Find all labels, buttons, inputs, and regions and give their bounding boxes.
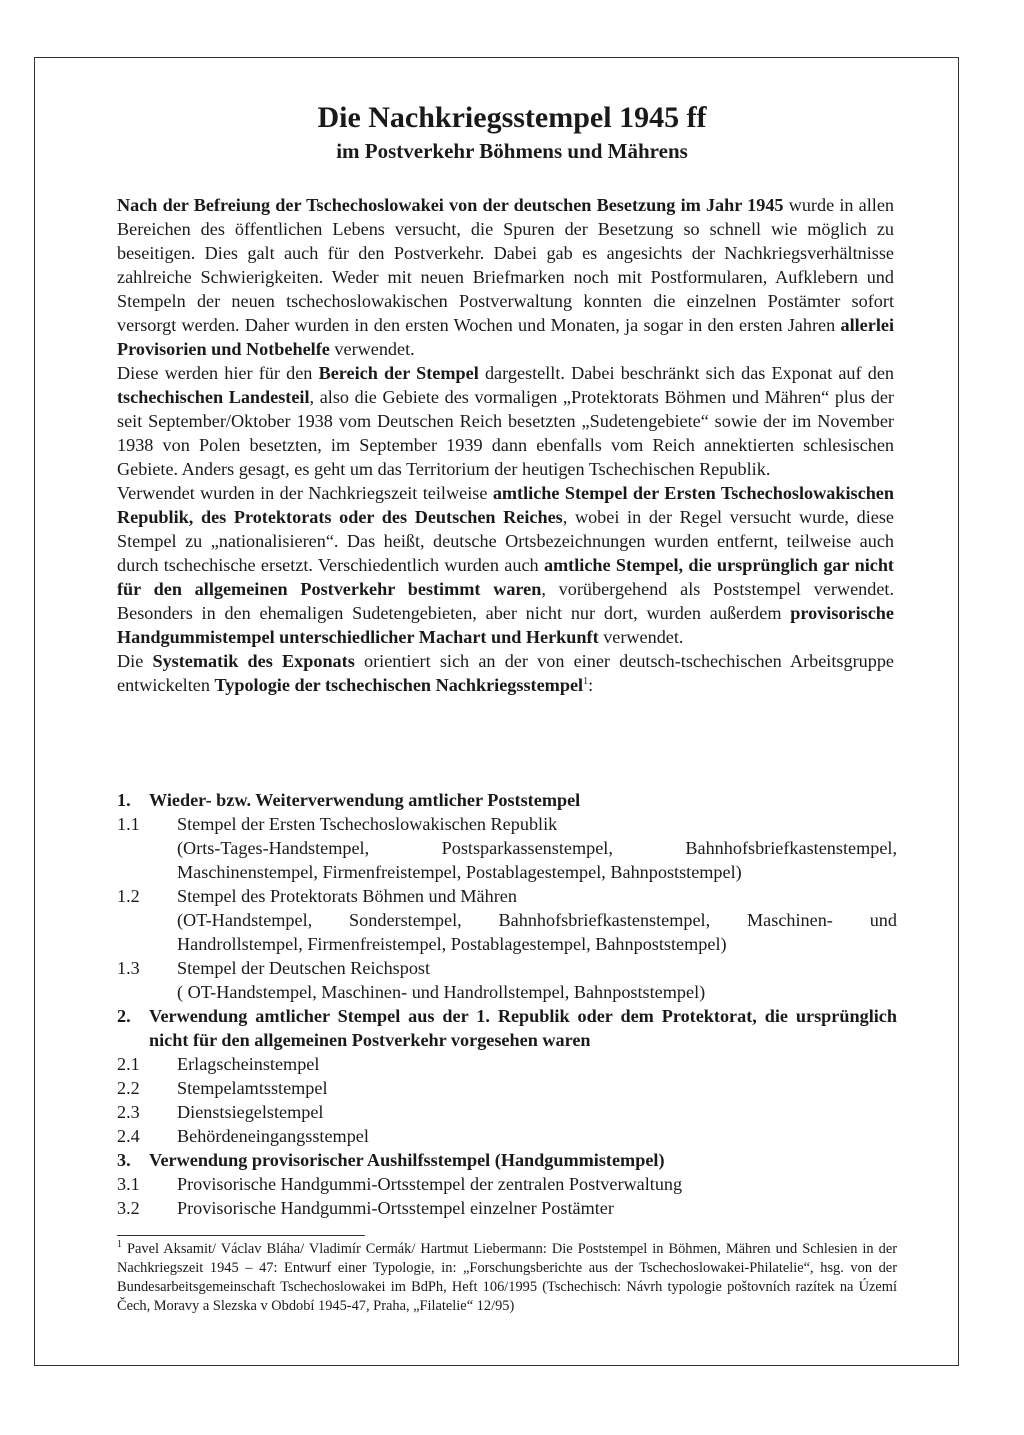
scope-text-a: Diese werden hier für den bbox=[117, 363, 313, 383]
outline-text: Dienstsiegelstempel bbox=[177, 1102, 324, 1122]
outline-item bbox=[117, 1052, 897, 1076]
outline-details: (OT-Handstempel, Sonderstempel, Bahnhofsbriefkastenstempel, Maschinen- und Handrollstempel, Firmenfreistempel, Postablagestempel, Bahnpoststempel) bbox=[177, 910, 897, 954]
outline-text: Verwendung provisorischer Aushilfsstempel (Handgummistempel) bbox=[149, 1150, 665, 1170]
paragraph-scope bbox=[117, 361, 894, 481]
outline-item bbox=[117, 788, 897, 812]
system-text-a: Die bbox=[117, 651, 144, 671]
page-title: Die Nachkriegsstempel 1945 ff bbox=[317, 101, 707, 134]
outline-text: Wieder- bzw. Weiterverwendung amtlicher Poststempel bbox=[149, 790, 581, 810]
usage-bold-3: provisorische Handgummistempel unterschiedlicher Machart und Herkunft bbox=[117, 603, 894, 647]
system-bold-2: Typologie der tschechischen Nachkriegsstempel bbox=[214, 675, 584, 695]
outline-number: 2.3 bbox=[117, 1102, 140, 1122]
outline-item bbox=[117, 812, 897, 836]
outline-number: 1.1 bbox=[117, 814, 140, 834]
outline-text: Erlagscheinstempel bbox=[177, 1054, 320, 1074]
outline-text: Stempel des Protektorats Böhmen und Mähren bbox=[177, 886, 517, 906]
scope-bold: Bereich der Stempel bbox=[318, 363, 479, 383]
intro-bold: Nach der Befreiung der Tschechoslowakei von der deutschen Besetzung im Jahr 1945 bbox=[117, 195, 784, 215]
outline-number: 1.2 bbox=[117, 886, 140, 906]
outline-item bbox=[117, 1196, 897, 1220]
scope-text-c: , also die Gebiete des vormaligen „Protektorats Böhmen und Mähren“ plus der seit September/Oktober 1938 vom Deutschen Reich besetzten „Sudetengebiete“ sowie der im November 1938 von Polen besetzten, im September 1939 dann ebenfalls vom Reich annektierten schlesischen Gebiete. Anders gesagt, es geht um das Territorium der heutigen Tschechischen Republik. bbox=[117, 387, 894, 479]
intro-end: verwendet. bbox=[334, 339, 415, 359]
outline-number: 2.1 bbox=[117, 1054, 140, 1074]
outline-text: Provisorische Handgummi-Ortsstempel einzelner Postämter bbox=[177, 1198, 614, 1218]
outline-text: Stempel der Deutschen Reichspost bbox=[177, 958, 431, 978]
intro-text: wurde in allen Bereichen des öffentlichen Lebens versucht, die Spuren der Besetzung so schnell wie möglich zu beseitigen. Dies galt auch für den Postverkehr. Dabei gab es angesichts der Nachkriegsverhältnisse zahlreiche Schwierigkeiten. Weder mit neuen Briefmarken noch mit Postformularen, Aufklebern und Stempeln der neuen tschechoslowakischen Postverwaltung konnten die einzelnen Postämter sofort versorgt werden. Daher wurden in den ersten Wochen und Monaten, ja sogar in den ersten Jahren bbox=[117, 195, 894, 335]
typology-outline bbox=[117, 788, 897, 1220]
outline-text: Stempelamtsstempel bbox=[177, 1078, 328, 1098]
intro-bold-2: allerlei Provisorien und Notbehelfe bbox=[117, 315, 894, 359]
outline-text: Verwendung amtlicher Stempel aus der 1. Republik oder dem Protektorat, die ursprünglich nicht für den allgemeinen Postverkehr vorgesehen waren bbox=[149, 1006, 897, 1050]
usage-bold-2: amtliche Stempel, die ursprünglich gar nicht für den allgemeinen Postverkehr bestimmt waren bbox=[117, 555, 894, 599]
footnote-text: Pavel Aksamit/ Václav Bláha/ Vladimír Cermák/ Hartmut Liebermann: Die Poststempel in Böhmen, Mähren und Schlesien in der Nachkriegszeit 1945 – 47: Entwurf einer Typologie, in: „Forschungsberichte aus der Tschechoslowakei-Philatelie“, hsg. von der Bundesarbeitsgemeinschaft Tschechoslowakei im BdPh, Heft 106/1995 (Tschechisch: Návrh typologie poštovních razítek na Území Čech, Moravy a Slezska v Období 1945-47, Praha, „Filatelie“ 12/95) bbox=[117, 1241, 897, 1314]
outline-number: 3.1 bbox=[117, 1174, 140, 1194]
page-subtitle: im Postverkehr Böhmens und Mährens bbox=[336, 139, 688, 163]
outline-number: 1.3 bbox=[117, 958, 140, 978]
outline-number: 2. bbox=[117, 1006, 131, 1026]
footnote-ref: 1 bbox=[583, 675, 589, 687]
usage-text-a: Verwendet wurden in der Nachkriegszeit teilweise bbox=[117, 483, 488, 503]
usage-bold: amtliche Stempel der Ersten Tschechoslowakischen Republik, des Protektorats oder des Deutschen Reiches bbox=[117, 483, 894, 527]
outline-number: 2.2 bbox=[117, 1078, 140, 1098]
outline-text: Behördeneingangsstempel bbox=[177, 1126, 369, 1146]
system-bold: Systematik des Exponats bbox=[152, 651, 355, 671]
outline-number: 3. bbox=[117, 1150, 131, 1170]
outline-item bbox=[117, 1148, 897, 1172]
outline-number: 3.2 bbox=[117, 1198, 140, 1218]
outline-text: Provisorische Handgummi-Ortsstempel der zentralen Postverwaltung bbox=[177, 1174, 683, 1194]
usage-text-c: , vorübergehend als Poststempel verwendet. Besonders in den ehemaligen Sudetengebieten, aber nicht nur dort, wurden außerdem bbox=[117, 579, 894, 623]
outline-item bbox=[117, 1076, 897, 1100]
outline-number: 2.4 bbox=[117, 1126, 140, 1146]
outline-details: ( OT-Handstempel, Maschinen- und Handrollstempel, Bahnpoststempel) bbox=[177, 982, 706, 1002]
paragraph-usage bbox=[117, 481, 894, 649]
paragraph-systematics bbox=[117, 649, 894, 697]
footnote-separator bbox=[117, 1235, 365, 1236]
usage-text-d: verwendet. bbox=[603, 627, 684, 647]
outline-item bbox=[117, 1124, 897, 1148]
outline-item bbox=[117, 884, 897, 908]
paragraph-intro bbox=[117, 193, 894, 361]
outline-item bbox=[117, 1100, 897, 1124]
scope-bold-2: tschechischen Landesteil bbox=[117, 387, 310, 407]
outline-number: 1. bbox=[117, 790, 131, 810]
outline-text: Stempel der Ersten Tschechoslowakischen Republik bbox=[177, 814, 558, 834]
outline-item bbox=[117, 1004, 897, 1052]
system-end: : bbox=[588, 675, 594, 695]
footnote bbox=[117, 1240, 897, 1316]
outline-details: (Orts-Tages-Handstempel, Postsparkassenstempel, Bahnhofsbriefkastenstempel, Maschinenstempel, Firmenfreistempel, Postablagestempel, Bahnpoststempel) bbox=[177, 838, 897, 882]
footnote-mark: 1 bbox=[117, 1239, 122, 1251]
scope-text-b: dargestellt. Dabei beschränkt sich das Exponat auf den bbox=[484, 363, 895, 383]
outline-item bbox=[117, 956, 897, 980]
system-text-b: orientiert sich an der von einer deutsch-tschechischen Arbeitsgruppe entwickelten bbox=[117, 651, 894, 695]
outline-item bbox=[117, 1172, 897, 1196]
body-text bbox=[117, 193, 894, 697]
usage-text-b: , wobei in der Regel versucht wurde, diese Stempel zu „nationalisieren“. Das heißt, deutsche Ortsbezeichnungen wurden entfernt, teilweise auch durch tschechische ersetzt. Verschiedentlich wurden auch bbox=[117, 507, 894, 575]
